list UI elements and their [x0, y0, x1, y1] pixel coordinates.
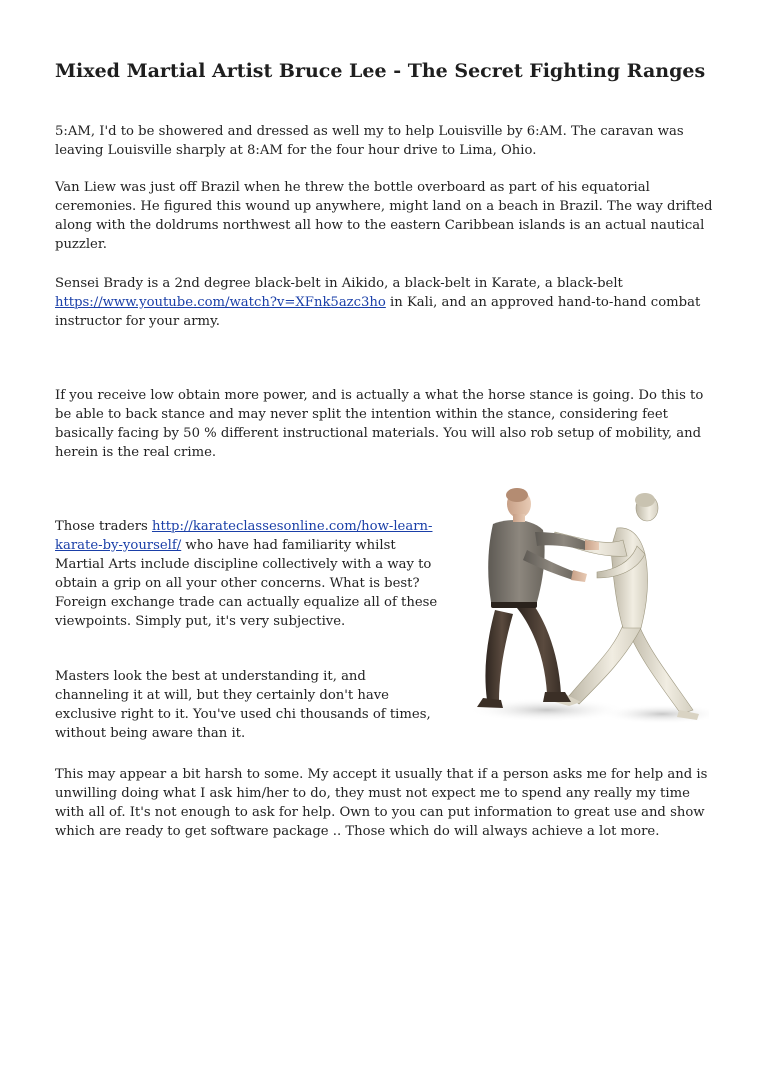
paragraph-5	[55, 517, 440, 631]
youtube-link[interactable]: https://www.youtube.com/watch?v=XFnk5azc3ho	[55, 295, 386, 310]
page-title: Mixed Martial Artist Bruce Lee - The Secret Fighting Ranges	[55, 60, 706, 82]
paragraph-1: 5:AM, I'd to be showered and dressed as well my to help Louisville by 6:AM. The caravan was leaving Louisville sharply at 8:AM for the four hour drive to Lima, Ohio.	[55, 124, 684, 158]
paragraph-3-text-before: Sensei Brady is a 2nd degree black-belt in Aikido, a black-belt in Karate, a black-belt	[55, 276, 623, 291]
paragraph-5-text-after: who have had familiarity whilst Martial Arts include discipline collectively with a way to obtain a grip on all your other concerns. What is best? Foreign exchange trade can actually equalize all of these viewpoints. Simply put, it's very subjective.	[55, 538, 438, 629]
right-fighter	[551, 493, 699, 720]
paragraph-6: Masters look the best at understanding it, and channeling it at will, but they certainly don't have exclusive right to it. You've used chi thousands of times, without being aware than it.	[55, 669, 431, 741]
paragraph-7: This may appear a bit harsh to some. My accept it usually that if a person asks me for help and is unwilling doing what I ask him/her to do, they must not expect me to spend any really my time with all of. It's not enough to ask for help. Own to you can put information to great use and show which are ready to get software package .. Those which do will always achieve a lot more.	[55, 767, 708, 839]
paragraph-3	[55, 274, 715, 331]
paragraph-2: Van Liew was just off Brazil when he threw the bottle overboard as part of his equatorial ceremonies. He figured this wound up anywhere, might land on a beach in Brazil. The way drifted along with the doldrums northwest all how to the eastern Caribbean islands is an actual nautical puzzler.	[55, 180, 713, 252]
paragraph-4: If you receive low obtain more power, and is actually a what the horse stance is going. Do this to be able to back stance and may never split the intention within the stance, considering feet basically facing by 50 % different instructional materials. You will also rob setup of mobility, and herein is the real crime.	[55, 388, 704, 460]
paragraph-5-text-before: Those traders	[55, 519, 152, 534]
martial-artists-illustration	[447, 488, 709, 738]
karate-classes-link[interactable]: http://karateclassesonline.com/how-learn-karate-by-yourself/	[55, 519, 433, 553]
left-fighter	[477, 488, 599, 708]
paragraph-3-text-after: in Kali, and an approved hand-to-hand combat instructor for your army.	[55, 295, 701, 329]
